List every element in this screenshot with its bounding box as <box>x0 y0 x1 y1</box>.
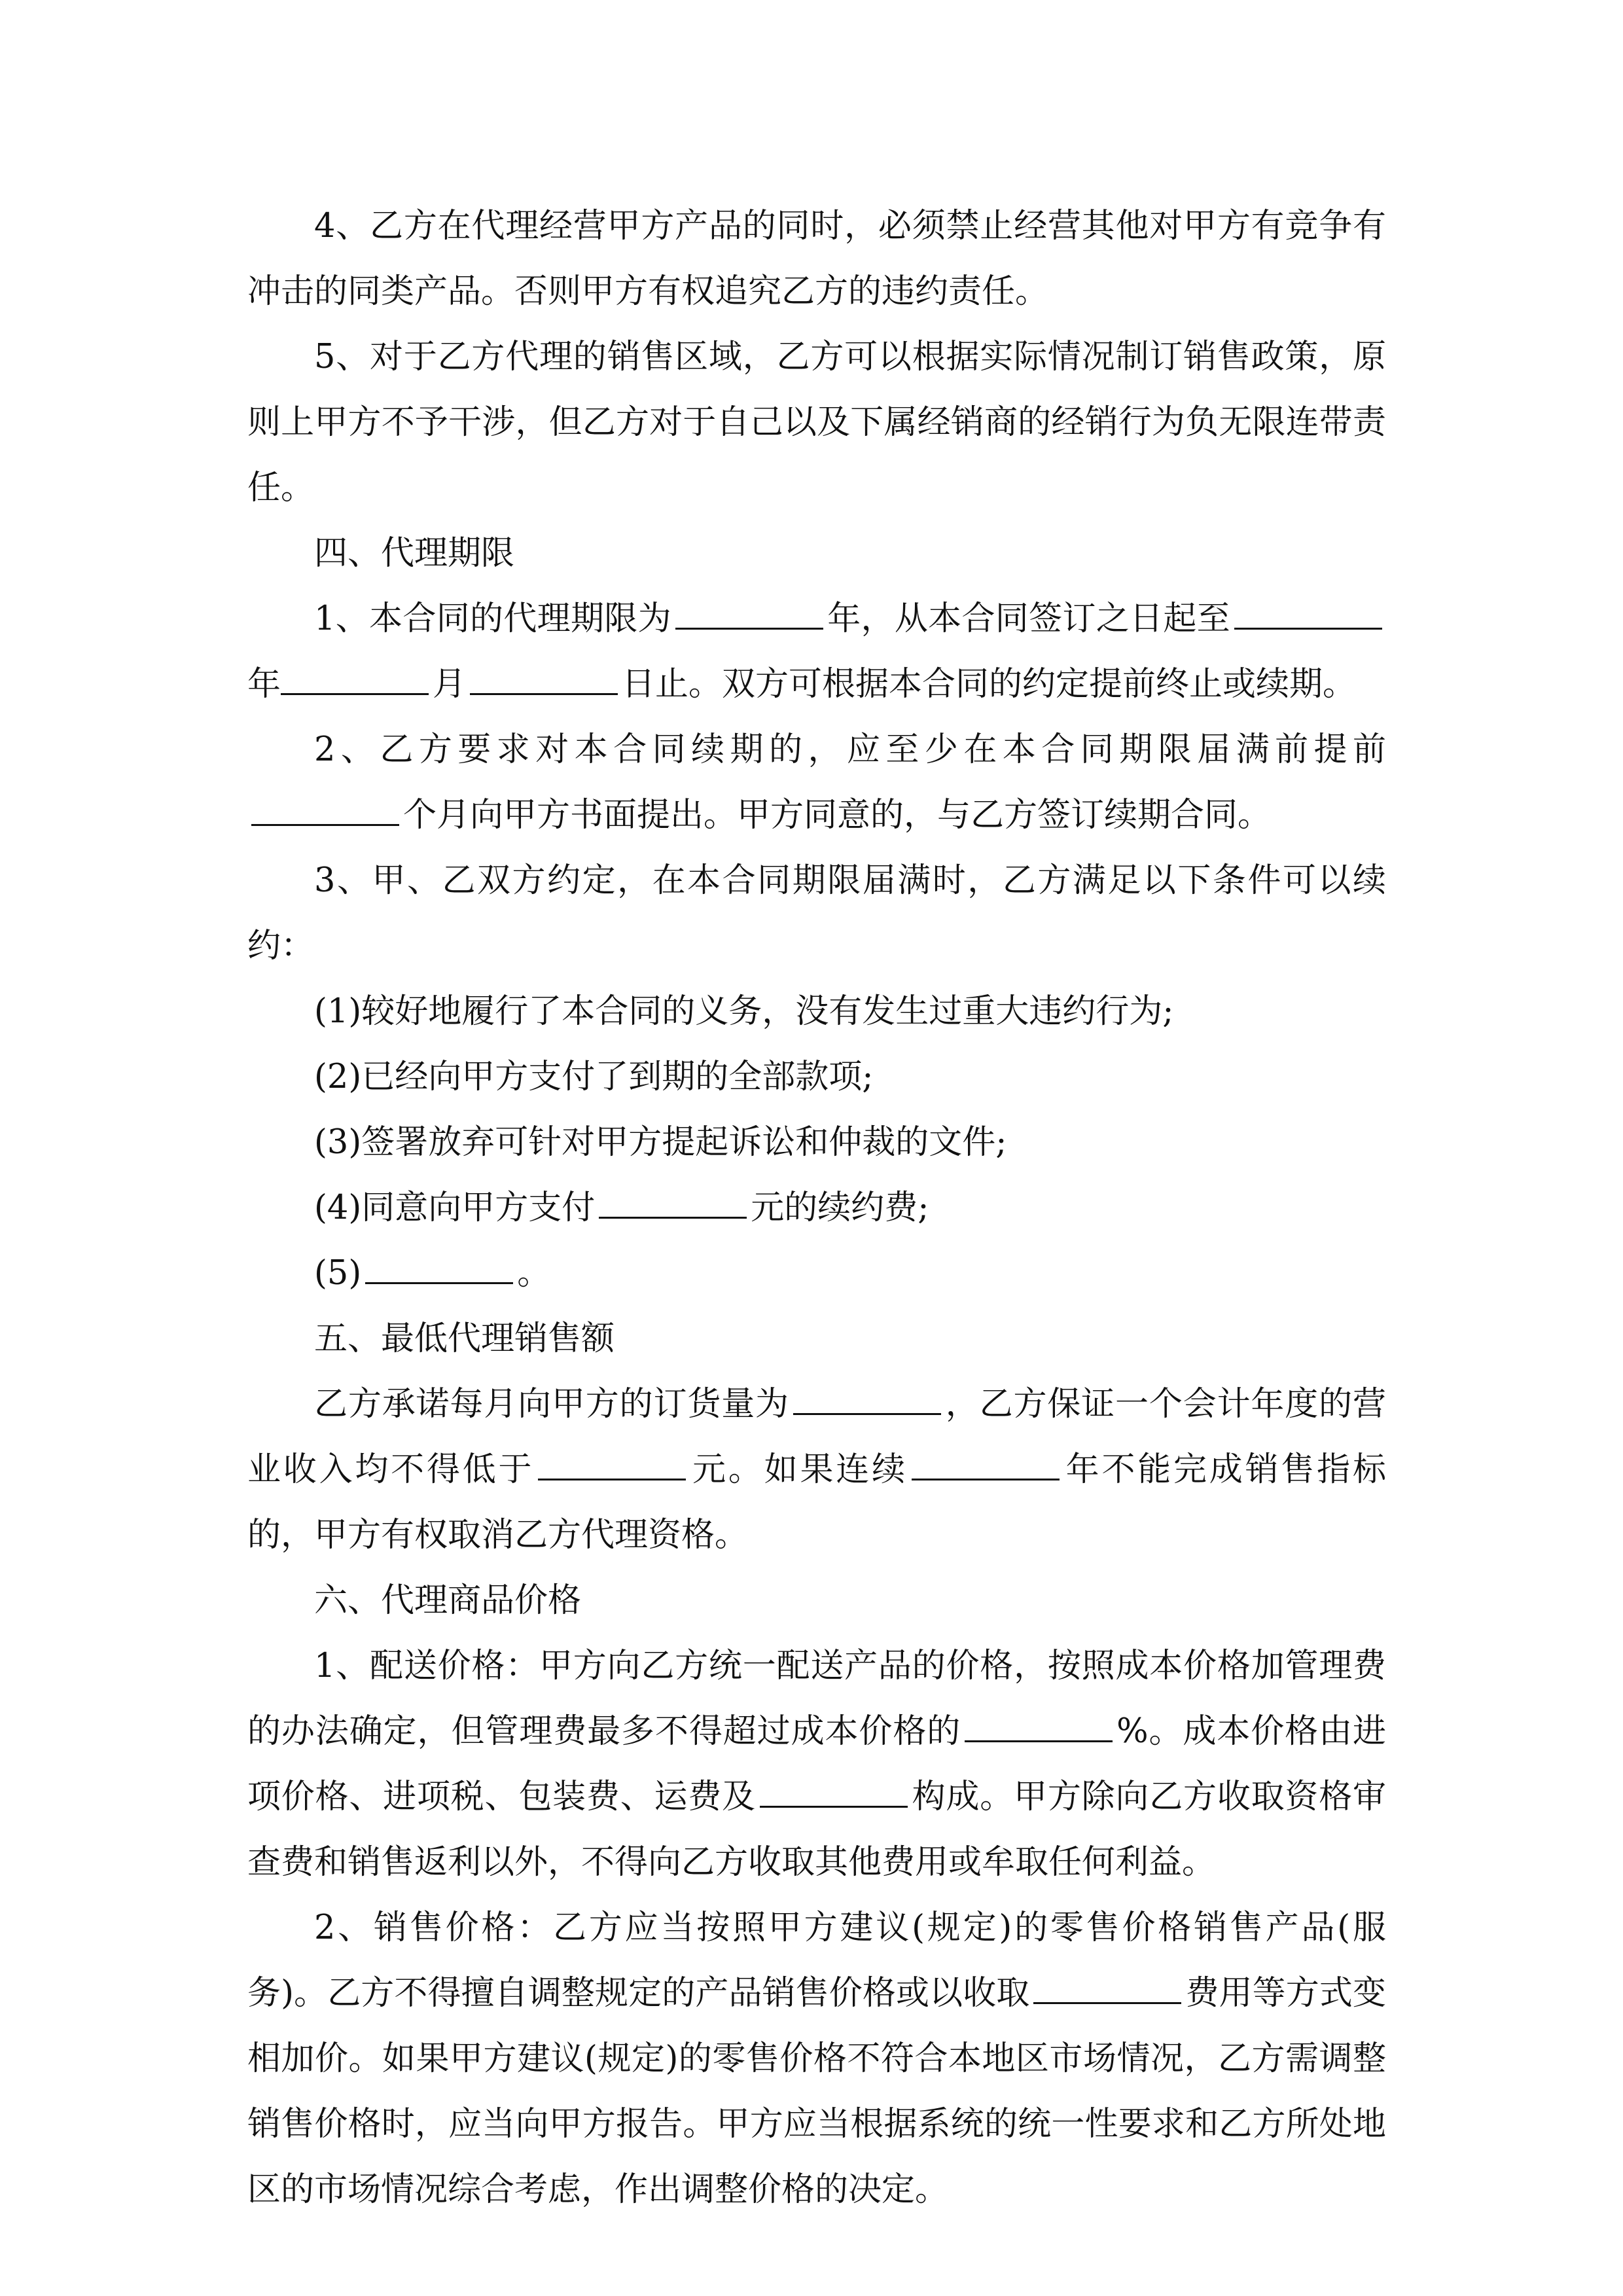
fill-in-blank[interactable] <box>675 599 823 630</box>
text-run: 。 <box>517 1254 551 1293</box>
fill-in-blank[interactable] <box>1033 1973 1181 2004</box>
fill-in-blank[interactable] <box>365 1253 513 1284</box>
section-heading-4 <box>247 521 1386 586</box>
fill-in-blank[interactable] <box>912 1450 1060 1480</box>
clause-4-2 <box>247 717 1386 848</box>
clause-3-5 <box>247 325 1386 521</box>
condition-3 <box>247 1110 1386 1175</box>
text-run: 月 <box>433 665 467 704</box>
section-heading-6 <box>247 1568 1386 1634</box>
text-run: (3)签署放弃可针对甲方提起诉讼和仲裁的文件; <box>314 1123 1007 1162</box>
text-run: 四、代理期限 <box>314 534 515 573</box>
section-heading-5 <box>247 1306 1386 1372</box>
clause-6-2 <box>247 1895 1386 2223</box>
text-run: ，乙方保证一个会计年度的营业收入均不得低于 <box>247 1385 1386 1489</box>
clause-6-1 <box>247 1634 1386 1895</box>
clause-5-body <box>247 1372 1386 1568</box>
text-run: 元。如果连续 <box>690 1450 908 1489</box>
condition-4 <box>247 1175 1386 1241</box>
fill-in-blank[interactable] <box>251 795 399 826</box>
text-run: (4)同意向甲方支付 <box>314 1189 596 1227</box>
text-run: 年不能完成销售指标的，甲方有权取消乙方代理资格。 <box>247 1450 1386 1554</box>
fill-in-blank[interactable] <box>281 664 429 695</box>
clause-3-4 <box>247 194 1386 325</box>
clause-4-3 <box>247 848 1386 979</box>
text-run: 个月向甲方书面提出。甲方同意的，与乙方签订续期合同。 <box>403 796 1272 834</box>
fill-in-blank[interactable] <box>760 1777 908 1808</box>
document-page <box>247 194 1386 2223</box>
fill-in-blank[interactable] <box>1234 599 1382 630</box>
text-run: 2、销售价格：乙方应当按照甲方建议(规定)的零售价格销售产品(服务)。乙方不得擅自调整规定的产品销售价格或以收取 <box>247 1909 1386 2013</box>
text-run: 1、本合同的代理期限为 <box>314 600 671 638</box>
text-run: (5) <box>314 1254 362 1293</box>
text-run: (1)较好地履行了本合同的义务，没有发生过重大违约行为; <box>314 992 1174 1031</box>
fill-in-blank[interactable] <box>793 1384 941 1415</box>
fill-in-blank[interactable] <box>470 664 618 695</box>
text-run: 1、配送价格：甲方向乙方统一配送产品的价格，按照成本价格加管理费的办法确定，但管理费最多不得超过成本价格的 <box>247 1647 1386 1751</box>
fill-in-blank[interactable] <box>965 1712 1113 1742</box>
text-run: 六、代理商品价格 <box>314 1581 582 1620</box>
clause-4-1 <box>247 586 1386 717</box>
text-run: 5、对于乙方代理的销售区域，乙方可以根据实际情况制订销售政策，原则上甲方不予干涉，但乙方对于自己以及下属经销商的经销行为负无限连带责任。 <box>247 338 1386 507</box>
text-run: 年，从本合同签订之日起至 <box>827 600 1230 638</box>
text-run: 构成。甲方除向乙方收取资格审查费和销售返利以外，不得向乙方收取其他费用或牟取任何利益。 <box>247 1778 1386 1882</box>
text-run: 五、最低代理销售额 <box>314 1319 615 1358</box>
condition-1 <box>247 979 1386 1045</box>
text-run: 3、甲、乙双方约定，在本合同期限届满时，乙方满足以下条件可以续约： <box>247 861 1386 965</box>
condition-5 <box>247 1241 1386 1306</box>
text-run: (2)已经向甲方支付了到期的全部款项; <box>314 1058 874 1096</box>
text-run: 元的续约费; <box>751 1189 929 1227</box>
text-run: 费用等方式变相加价。如果甲方建议(规定)的零售价格不符合本地区市场情况，乙方需调整销售价格时，应当向甲方报告。甲方应当根据系统的统一性要求和乙方所处地区的市场情况综合考虑，作出调整价格的决定。 <box>247 1974 1386 2209</box>
text-run: 日止。双方可根据本合同的约定提前终止或续期。 <box>622 665 1357 704</box>
fill-in-blank[interactable] <box>599 1188 747 1219</box>
text-run: 年 <box>247 665 281 704</box>
condition-2 <box>247 1045 1386 1110</box>
text-run: %。成本价格由进项价格、进项税、包装费、运费及 <box>247 1712 1386 1816</box>
text-run: 4、乙方在代理经营甲方产品的同时，必须禁止经营其他对甲方有竞争有冲击的同类产品。否则甲方有权追究乙方的违约责任。 <box>247 207 1386 311</box>
text-run: 乙方承诺每月向甲方的订货量为 <box>314 1385 789 1424</box>
text-run: 2、乙方要求对本合同续期的，应至少在本合同期限届满前提前 <box>314 730 1386 769</box>
fill-in-blank[interactable] <box>538 1450 686 1480</box>
